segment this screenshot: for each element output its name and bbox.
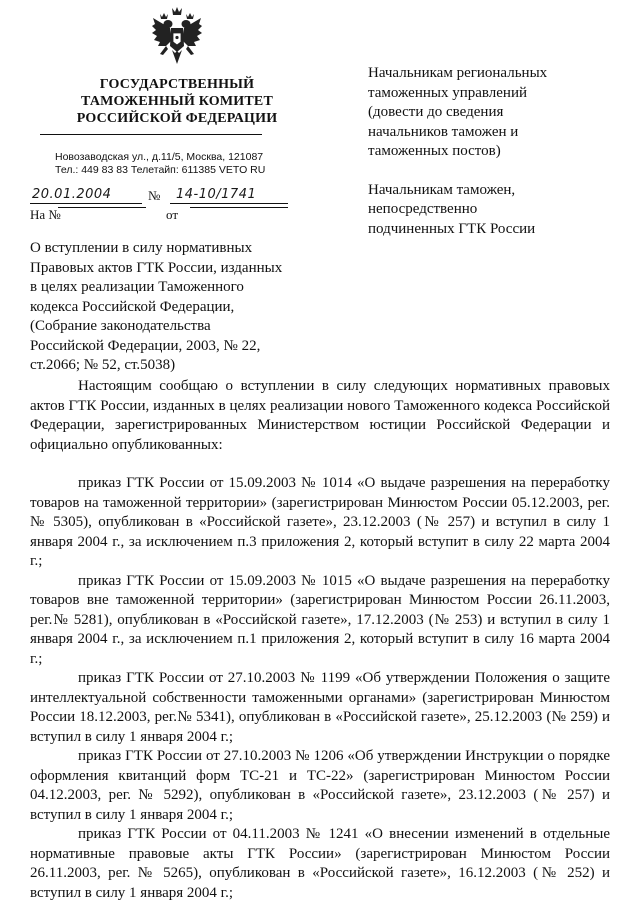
subject-line: О вступлении в силу нормативных [30, 240, 253, 256]
subject-line: кодекса Российской Федерации, [30, 298, 235, 315]
number-label: № [148, 188, 161, 203]
registration-number: 14-10/1741 [176, 187, 257, 202]
addressee-line: непосредственно [368, 201, 478, 217]
address-line: Новозаводская ул., д.11/5, Москва, 121087 [55, 151, 264, 163]
document-body [30, 377, 610, 903]
order-paragraph: приказ ГТК России от 15.09.2003 № 1015 «О выдаче разрешения на переработку товаров вне таможенной территории» (зарегистрирован Минюстом России 26.11.2003, рег.№ 5281), опубликован в «Российской газете», 17.12.2003 (№ 253) и вступил в силу 1 января 2004 г., за исключением п.1 приложения 2, который вступит в силу 16 марта 2004 г.; [30, 572, 610, 667]
subject-line: Российской Федерации, 2003, № 22, [30, 337, 261, 354]
subject-line: Правовых актов ГТК России, изданных [30, 259, 283, 276]
addressee-line: таможенных управлений [368, 84, 528, 101]
addressee-line: подчиненных ГТК России [368, 220, 536, 237]
order-paragraph: приказ ГТК России от 27.10.2003 № 1199 «Об утверждении Положения о защите интеллектуальной собственности таможенными органами» (зарегистрирован Минюстом России 18.12.2003, рег.№ 5341), опубликован в «Российской газете», 25.12.2003 (№ 259) и вступил в силу 1 января 2004 г.; [30, 670, 610, 745]
reply-from-label: от [166, 207, 179, 222]
header-divider [40, 134, 262, 135]
addressees-block [368, 64, 613, 239]
reply-reference-line [30, 207, 290, 225]
number-underline [170, 203, 288, 204]
addressee-line: начальников таможен и [368, 123, 519, 140]
subject-line: в целях реализации Таможенного [30, 279, 244, 295]
date-underline [30, 203, 142, 204]
org-line: РОССИЙСКОЙ ФЕДЕРАЦИИ [76, 111, 278, 126]
addressee-line: Начальникам региональных [368, 65, 548, 81]
org-line: ТАМОЖЕННЫЙ КОМИТЕТ [80, 94, 273, 109]
subject-line: ст.2066; № 52, ст.5038) [30, 357, 176, 373]
subject-line: (Собрание законодательства [30, 318, 211, 334]
addressee-line: (довести до сведения [368, 104, 504, 120]
order-paragraph: приказ ГТК России от 15.09.2003 № 1014 «О выдаче разрешения на переработку товаров на таможенной территории» (зарегистрирован Минюстом России 05.12.2003, рег.№ 5305), опубликован в «Российской газете», 23.12.2003 (№ 257) и вступил в силу 1 января 2004 г., за исключением п.3 приложения 2, который вступит в силу 22 марта 2004 г.; [30, 475, 610, 569]
intro-paragraph: Настоящим сообщаю о вступлении в силу следующих нормативных правовых актов ГТК России, изданных в целях реализации нового Таможенного кодекса Российской Федерации, зарегистрированных Министерством юстиции Российской Федерации и официально опубликованных: [30, 378, 610, 453]
address-line: Тел.: 449 83 83 Телетайп: 611385 VETO RU [55, 164, 266, 176]
order-paragraph: приказ ГТК России от 04.11.2003 № 1241 «О внесении изменений в отдельные нормативные правовые акты ГТК России» (зарегистрирован Минюстом России 26.11.2003, рег. № 5265), опубликован в «Российской газете», 16.12.2003 (№ 252) и вступил в силу 1 января 2004 г.; [30, 826, 610, 901]
state-emblem-icon [150, 6, 204, 68]
order-paragraph: приказ ГТК России от 27.10.2003 № 1206 «Об утверждении Инструкции о порядке оформления квитанций форм ТС-21 и ТС-22» (зарегистрирован Минюстом России 04.12.2003, рег. № 5292), опубликован в «Российской газете», 23.12.2003 (№ 257) и вступил в силу 1 января 2004 г.; [30, 748, 610, 823]
addressee-line: таможенных постов) [368, 143, 501, 159]
reply-date-blank [190, 207, 288, 208]
reply-to-label: На № [30, 207, 61, 222]
registration-line [30, 187, 290, 207]
addressee-line: Начальникам таможен, [368, 181, 516, 198]
reply-number-blank [58, 207, 146, 208]
registration-date: 20.01.2004 [32, 187, 112, 202]
org-line: ГОСУДАРСТВЕННЫЙ [99, 77, 255, 92]
document-subject [30, 239, 330, 376]
organization-address [55, 151, 305, 177]
organization-name [62, 76, 292, 127]
